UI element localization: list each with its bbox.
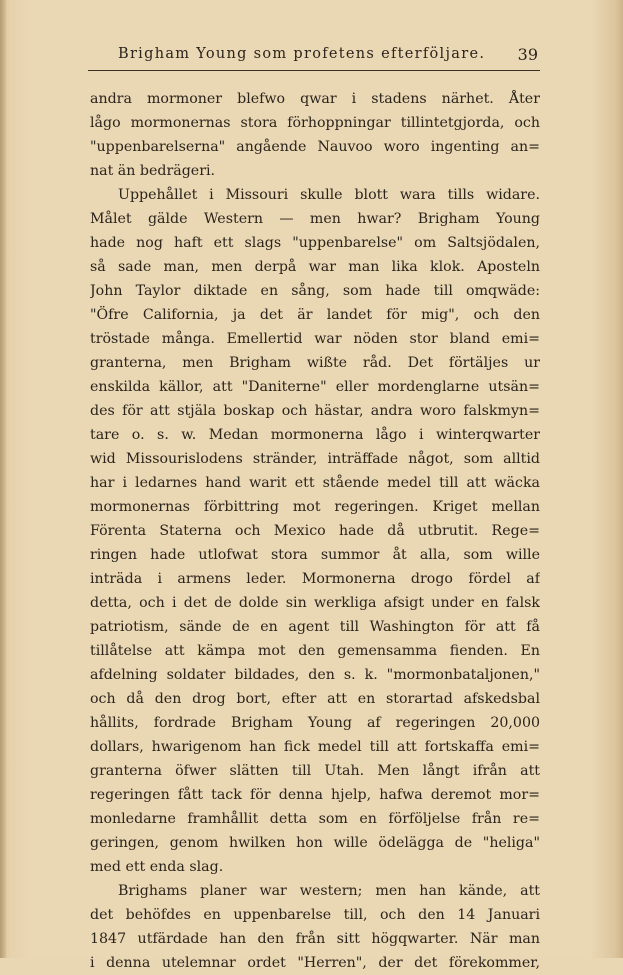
text-line: enskilda källor, att "Daniterne" eller mordenglarne utsän= — [90, 379, 540, 395]
page-header — [88, 44, 540, 68]
page-number: 39 — [517, 45, 538, 64]
text-line: granterna öfwer slätten till Utah. Men långt ifrån att — [90, 763, 540, 779]
text-line: andra mormoner blefwo qwar i stadens närhet. Åter — [90, 91, 540, 107]
text-line: John Taylor diktade en sång, som hade till omqwäde: — [90, 283, 540, 299]
text-line: i denna utelemnar ordet "Herren", der det förekommer, — [90, 955, 540, 971]
text-line: hållits, fordrade Brigham Young af regeringen 20,000 — [90, 715, 540, 731]
text-line: så sade man, men derpå war man lika klok. Aposteln — [90, 259, 540, 275]
running-title: Brigham Young som profetens efterföljare. — [118, 46, 486, 62]
text-line: med ett enda slag. — [90, 859, 224, 875]
body-text — [90, 87, 540, 975]
text-line: monledarne framhållit detta som en förföljelse från re= — [90, 811, 540, 827]
text-line: det behöfdes en uppenbarelse till, och den 14 Januari — [90, 907, 540, 923]
text-line: tare o. s. w. Medan mormonerna lågo i winterqwarter — [90, 427, 540, 443]
text-line: dollars, hwarigenom han fick medel till att fortskaffa emi= — [90, 739, 540, 755]
text-line: lågo mormonernas stora förhoppningar tillintetgjorda, och — [90, 115, 540, 131]
text-line: har i ledarnes hand warit ett stående medel till att wäcka — [90, 475, 540, 491]
text-line: inträda i armens leder. Mormonerna drogo fördel af — [90, 571, 540, 587]
text-line: wid Missourislodens stränder, inträffade något, som alltid — [90, 451, 540, 467]
text-line: och då den drog bort, efter att en storartad afskedsbal — [90, 691, 540, 707]
text-line: des för att stjäla boskap och hästar, andra woro falskmyn= — [90, 403, 540, 419]
text-line: patriotism, sände de en agent till Washington för att få — [90, 619, 540, 635]
text-line: geringen, genom hwilken hon wille ödelägga de "heliga" — [90, 835, 540, 851]
header-rule — [88, 70, 540, 71]
text-line: ringen hade utlofwat stora summor åt alla, som wille — [90, 547, 540, 563]
page-binding-edge — [0, 0, 6, 958]
text-line: Brighams planer war western; men han kände, att — [118, 883, 540, 899]
text-line: mormonernas förbittring mot regeringen. Kriget mellan — [90, 499, 540, 515]
text-line: tillåtelse att kämpa mot den gemensamma fienden. En — [90, 643, 540, 659]
text-line: 1847 utfärdade han den från sitt högqwarter. När man — [90, 931, 540, 947]
text-line: Förenta Staterna och Mexico hade då utbrutit. Rege= — [90, 523, 540, 539]
text-line: Målet gälde Western — men hwar? Brigham Young — [90, 211, 540, 227]
text-line: "Öfre California, ja det är landet för mig", och den — [90, 307, 540, 323]
text-line: regeringen fått tack för denna hjelp, hafwa deremot mor= — [90, 787, 540, 803]
text-line: nat än bedrägeri. — [90, 163, 216, 179]
text-line: afdelning soldater bildades, den s. k. "mormonbataljonen," — [90, 667, 540, 683]
text-line: granterna, men Brigham wißte råd. Det förtäljes ur — [90, 355, 540, 371]
text-line: hade nog haft ett slags "uppenbarelse" om Saltsjödalen, — [90, 235, 540, 251]
text-line: "uppenbarelserna" angående Nauvoo woro ingenting an= — [90, 139, 540, 155]
text-line: Uppehållet i Missouri skulle blott wara tills widare. — [118, 187, 540, 203]
text-line: detta, och i det de dolde sin werkliga afsigt under en falsk — [90, 595, 540, 611]
text-line: tröstade många. Emellertid war nöden stor bland emi= — [90, 331, 540, 347]
